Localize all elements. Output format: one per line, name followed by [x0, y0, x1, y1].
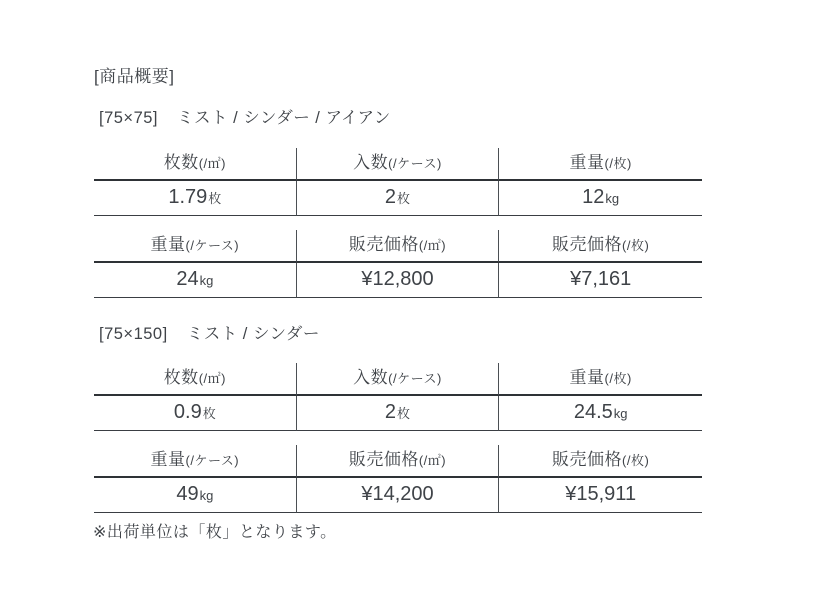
value-number: 0.9 — [173, 401, 202, 423]
header-unit: (/ケース) — [388, 371, 442, 386]
section-75x150 — [94, 324, 704, 513]
header-cell-weight-per-sheet — [499, 148, 702, 181]
value-cell-qty-per-case — [297, 396, 500, 431]
spec-block-prices — [94, 230, 702, 298]
size-label: [75×75] — [99, 109, 159, 127]
value-unit: kg — [613, 406, 628, 421]
header-unit: (/枚) — [622, 453, 650, 468]
header-label: 入数 — [353, 153, 389, 172]
header-label: 入数 — [353, 368, 389, 387]
header-label: 販売価格 — [348, 450, 419, 469]
value-unit: 枚 — [202, 406, 216, 421]
section-heading-75x150 — [99, 324, 704, 344]
header-unit: (/ケース) — [185, 238, 240, 253]
header-unit: (/㎡) — [418, 238, 447, 253]
color-variants-label: ミスト / シンダー / アイアン — [177, 109, 391, 127]
size-label: [75×150] — [99, 325, 168, 343]
value-unit: kg — [199, 273, 214, 288]
header-label: 販売価格 — [348, 235, 419, 254]
value-cell-weight-per-case — [94, 478, 297, 513]
value-cell-qty-per-case — [297, 181, 500, 216]
header-cell-sheets-per-sqm — [94, 148, 297, 181]
value-cell-weight-per-case — [94, 263, 297, 298]
value-cell-price-per-sqm — [297, 263, 500, 298]
section-75x75 — [94, 108, 704, 298]
section-heading-75x75 — [99, 108, 704, 128]
header-cell-qty-per-case — [297, 363, 500, 396]
value-number: 2 — [384, 186, 397, 208]
color-variants-label: ミスト / シンダー — [186, 325, 320, 343]
value-number: 24.5 — [573, 401, 613, 423]
shipping-unit-note: ※出荷単位は「枚」となります。 — [93, 524, 337, 541]
value-number: 2 — [384, 401, 397, 423]
value-number: 24 — [176, 268, 199, 290]
header-unit: (/枚) — [622, 238, 650, 253]
header-unit: (/枚) — [604, 371, 632, 386]
header-label: 枚数 — [163, 368, 199, 387]
value-unit: kg — [605, 191, 620, 206]
header-cell-weight-per-case — [94, 445, 297, 478]
header-unit: (/㎡) — [198, 371, 226, 386]
value-number: ¥15,911 — [565, 483, 637, 505]
value-number: ¥14,200 — [361, 483, 434, 505]
value-cell-weight-per-sheet — [499, 396, 702, 431]
value-unit: 枚 — [397, 191, 411, 206]
page-title: [商品概要] — [94, 67, 175, 86]
value-number: ¥7,161 — [570, 268, 632, 290]
header-label: 重量 — [569, 153, 605, 172]
value-unit: 枚 — [397, 406, 411, 421]
value-number: 49 — [176, 483, 199, 505]
header-unit: (/ケース) — [388, 156, 442, 171]
spec-table-75x75 — [94, 148, 702, 298]
header-label: 販売価格 — [552, 450, 623, 469]
header-unit: (/ケース) — [185, 453, 240, 468]
value-cell-price-per-sheet — [499, 263, 702, 298]
value-unit: 枚 — [208, 191, 222, 206]
header-unit: (/㎡) — [418, 453, 447, 468]
value-cell-weight-per-sheet — [499, 181, 702, 216]
header-cell-price-per-sheet — [499, 230, 702, 263]
header-label: 販売価格 — [552, 235, 623, 254]
value-cell-price-per-sheet — [499, 478, 702, 513]
header-cell-price-per-sheet — [499, 445, 702, 478]
value-cell-price-per-sqm — [297, 478, 500, 513]
spec-table-75x150 — [94, 363, 702, 513]
header-cell-price-per-sqm — [297, 230, 500, 263]
spec-block-counts — [94, 148, 702, 216]
header-label: 重量 — [150, 235, 186, 254]
header-cell-qty-per-case — [297, 148, 500, 181]
header-unit: (/㎡) — [198, 156, 226, 171]
spec-block-prices — [94, 445, 702, 513]
header-label: 枚数 — [163, 153, 199, 172]
value-number: ¥12,800 — [361, 268, 434, 290]
header-label: 重量 — [150, 450, 186, 469]
header-unit: (/枚) — [604, 156, 632, 171]
header-label: 重量 — [569, 368, 605, 387]
value-number: 1.79 — [168, 186, 208, 208]
value-unit: kg — [199, 488, 214, 503]
value-cell-sheets-per-sqm — [94, 181, 297, 216]
header-cell-sheets-per-sqm — [94, 363, 297, 396]
header-cell-price-per-sqm — [297, 445, 500, 478]
header-cell-weight-per-sheet — [499, 363, 702, 396]
spec-block-counts — [94, 363, 702, 431]
value-number: 12 — [582, 186, 605, 208]
value-cell-sheets-per-sqm — [94, 396, 297, 431]
header-cell-weight-per-case — [94, 230, 297, 263]
